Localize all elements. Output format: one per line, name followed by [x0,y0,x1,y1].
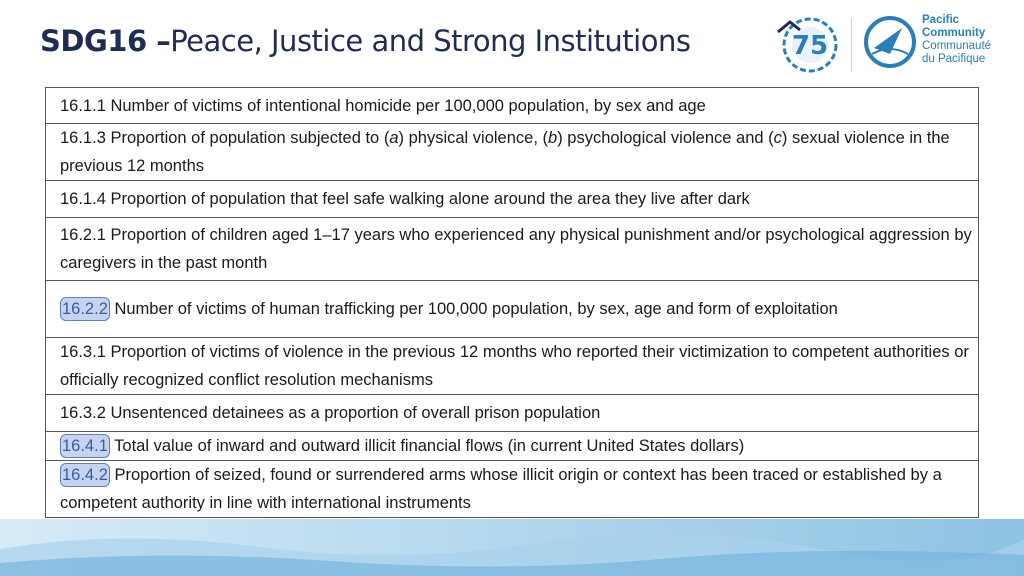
footer-wave [0,519,1024,576]
indicator-text: Number of victims of intentional homicide per 100,000 population, by sex and age [110,96,706,115]
option-letter: c [773,129,782,147]
title-rest: Peace, Justice and Strong Institutions [170,24,691,58]
indicator-code: 16.3.2 [60,404,106,422]
indicator-code-highlighted: 16.4.1 [60,434,110,458]
table-row [46,88,979,124]
indicator-code-highlighted: 16.4.2 [60,463,110,487]
table-row [46,218,979,281]
indicator-text: Unsentenced detainees as a proportion of overall prison population [110,404,601,422]
title-prefix: SDG16 – [40,24,171,58]
indicator-cell [46,124,979,181]
indicator-cell [46,88,979,124]
indicator-cell [46,461,979,518]
indicator-text: Proportion of seized, found or surrendered arms whose illicit origin or context has been traced or established by a competent authority in line with international instruments [60,466,942,512]
indicator-cell [46,432,979,461]
indicator-text: Proportion of victims of violence in the previous 12 months who reported their victimization to competent authorities or officially recognized conflict resolution mechanisms [60,343,969,389]
logo-divider [851,18,852,72]
table-row [46,461,979,518]
option-letter: b [548,129,558,147]
indicator-text: Proportion of population that feel safe walking alone around the area they live after dark [110,190,750,208]
indicator-text: Number of victims of human trafficking per 100,000 population, by sex, age and form of exploitation [114,300,838,318]
option-letter: a [389,129,399,147]
indicator-code-highlighted: 16.2.2 [60,297,110,321]
table-row [46,395,979,432]
table-row [46,281,979,338]
indicator-text: Proportion of children aged 1–17 years who experienced any physical punishment and/or psychological aggression by caregivers in the past month [60,226,972,272]
indicator-code: 16.1.4 [60,190,106,208]
indicator-text-part: ) sexual violence in the previous 12 months [60,129,950,175]
indicator-code: 16.1.3 [60,129,106,147]
indicator-code: 16.3.1 [60,343,106,361]
table-row [46,181,979,218]
indicator-cell [46,218,979,281]
indicator-table [45,87,979,518]
indicator-code: 16.2.1 [60,226,106,244]
pacific-community-wordmark: Pacific Community Communauté du Pacifique [922,14,992,65]
indicator-text: Total value of inward and outward illicit financial flows (in current United States dollars) [114,437,745,455]
table-row [46,124,979,181]
indicator-text-part: Proportion of population subjected to ( [110,129,390,147]
indicator-cell [46,181,979,218]
table-row [46,432,979,461]
indicator-text-part: ) physical violence, ( [398,129,548,147]
svg-text:75: 75 [791,31,829,61]
indicator-code: 16.1.1 [60,96,106,115]
table-row [46,338,979,395]
indicator-cell [46,338,979,395]
pacific-community-logo [862,14,918,70]
slide-title [40,24,690,58]
anniversary-75-logo [770,12,850,76]
indicator-cell [46,281,979,338]
indicator-text-part: ) psychological violence and ( [557,129,774,147]
indicator-cell [46,395,979,432]
